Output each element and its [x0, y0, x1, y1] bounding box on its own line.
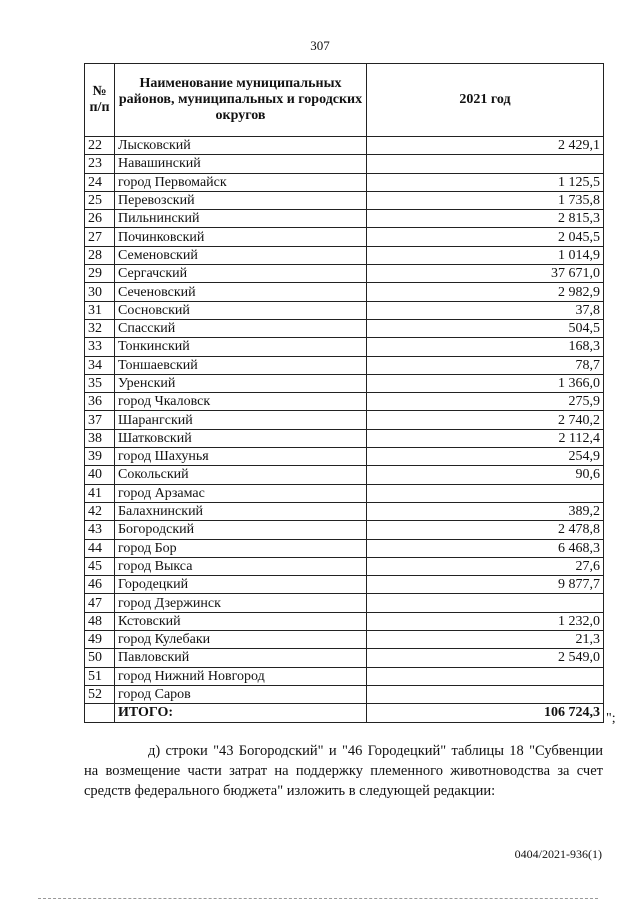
row-name: город Выкса	[115, 557, 367, 575]
row-name: город Первомайск	[115, 173, 367, 191]
row-name: Павловский	[115, 649, 367, 667]
row-name: Шарангский	[115, 411, 367, 429]
row-value	[367, 484, 604, 502]
row-number: 28	[85, 246, 115, 264]
table-row	[85, 466, 604, 484]
row-number: 23	[85, 155, 115, 173]
row-value: 78,7	[367, 356, 604, 374]
row-value	[367, 667, 604, 685]
row-number: 30	[85, 283, 115, 301]
row-number: 51	[85, 667, 115, 685]
row-name: Балахнинский	[115, 502, 367, 520]
table-row	[85, 338, 604, 356]
row-number: 29	[85, 265, 115, 283]
page-number: 307	[310, 38, 330, 53]
row-number: 31	[85, 301, 115, 319]
total-value: 106 724,3	[367, 704, 604, 722]
row-name: Сергачский	[115, 265, 367, 283]
row-value: 2 112,4	[367, 429, 604, 447]
row-name: Кстовский	[115, 612, 367, 630]
row-number: 32	[85, 319, 115, 337]
table-closing-mark: ";	[606, 711, 616, 726]
table-row	[85, 612, 604, 630]
row-name: Шатковский	[115, 429, 367, 447]
row-value: 6 468,3	[367, 539, 604, 557]
row-value: 21,3	[367, 631, 604, 649]
row-value: 2 815,3	[367, 210, 604, 228]
row-value: 1 125,5	[367, 173, 604, 191]
row-number: 47	[85, 594, 115, 612]
total-label: ИТОГО:	[115, 704, 367, 722]
table-row	[85, 210, 604, 228]
table-row	[85, 246, 604, 264]
table-row	[85, 319, 604, 337]
row-number: 34	[85, 356, 115, 374]
row-value: 2 982,9	[367, 283, 604, 301]
row-number: 35	[85, 374, 115, 392]
row-value: 254,9	[367, 448, 604, 466]
header-year: 2021 год	[367, 64, 604, 137]
table-row	[85, 411, 604, 429]
table-row	[85, 502, 604, 520]
row-value: 2 429,1	[367, 137, 604, 155]
table-row	[85, 484, 604, 502]
table-row	[85, 557, 604, 575]
table-row	[85, 191, 604, 209]
row-name: город Арзамас	[115, 484, 367, 502]
row-name: Семеновский	[115, 246, 367, 264]
row-value: 2 478,8	[367, 521, 604, 539]
row-number: 43	[85, 521, 115, 539]
row-value: 168,3	[367, 338, 604, 356]
row-number: 50	[85, 649, 115, 667]
row-value	[367, 594, 604, 612]
row-value: 37,8	[367, 301, 604, 319]
row-value	[367, 155, 604, 173]
row-value	[367, 685, 604, 703]
row-value: 27,6	[367, 557, 604, 575]
row-name: Городецкий	[115, 576, 367, 594]
row-name: Навашинский	[115, 155, 367, 173]
row-value: 1 232,0	[367, 612, 604, 630]
row-value: 1 735,8	[367, 191, 604, 209]
row-number: 24	[85, 173, 115, 191]
row-value: 2 740,2	[367, 411, 604, 429]
table-row	[85, 594, 604, 612]
document-code: 0404/2021-936(1)	[514, 847, 602, 861]
row-name: город Саров	[115, 685, 367, 703]
table-row	[85, 448, 604, 466]
row-name: Сеченовский	[115, 283, 367, 301]
row-number: 33	[85, 338, 115, 356]
table-row	[85, 631, 604, 649]
row-value: 90,6	[367, 466, 604, 484]
row-number: 26	[85, 210, 115, 228]
row-number: 41	[85, 484, 115, 502]
row-name: Лысковский	[115, 137, 367, 155]
row-name: Богородский	[115, 521, 367, 539]
table-row	[85, 374, 604, 392]
row-number: 52	[85, 685, 115, 703]
row-name: город Чкаловск	[115, 393, 367, 411]
row-name: Пильнинский	[115, 210, 367, 228]
total-number-cell	[85, 704, 115, 722]
row-number: 49	[85, 631, 115, 649]
row-value: 389,2	[367, 502, 604, 520]
row-number: 44	[85, 539, 115, 557]
row-name: Сосновский	[115, 301, 367, 319]
table-row	[85, 685, 604, 703]
row-name: город Дзержинск	[115, 594, 367, 612]
table-row	[85, 667, 604, 685]
table-row	[85, 155, 604, 173]
row-name: Тонкинский	[115, 338, 367, 356]
row-value: 504,5	[367, 319, 604, 337]
row-value: 37 671,0	[367, 265, 604, 283]
table-row	[85, 137, 604, 155]
header-name: Наименование муниципальных районов, муниципальных и городских округов	[115, 64, 367, 137]
table-row	[85, 173, 604, 191]
row-value: 9 877,7	[367, 576, 604, 594]
table-body	[85, 137, 604, 704]
table-row	[85, 283, 604, 301]
total-row	[85, 704, 604, 722]
table-row	[85, 429, 604, 447]
row-number: 22	[85, 137, 115, 155]
footer-rule	[38, 898, 598, 899]
row-name: город Кулебаки	[115, 631, 367, 649]
row-value: 275,9	[367, 393, 604, 411]
table-row	[85, 356, 604, 374]
table-row	[85, 301, 604, 319]
table-row	[85, 265, 604, 283]
table-row	[85, 539, 604, 557]
row-name: город Бор	[115, 539, 367, 557]
table-row	[85, 576, 604, 594]
row-name: город Нижний Новгород	[115, 667, 367, 685]
row-number: 42	[85, 502, 115, 520]
row-value: 2 549,0	[367, 649, 604, 667]
row-value: 1 014,9	[367, 246, 604, 264]
row-number: 38	[85, 429, 115, 447]
table-row	[85, 228, 604, 246]
header-number: № п/п	[85, 64, 115, 137]
row-number: 37	[85, 411, 115, 429]
amendment-paragraph: д) строки "43 Богородский" и "46 Городецкий" таблицы 18 "Субвенции на возмещение части затрат на поддержку племенного животноводства за счет средств федерального бюджета" изложить в следующей редакции:	[84, 743, 603, 799]
row-number: 40	[85, 466, 115, 484]
row-name: Сокольский	[115, 466, 367, 484]
row-number: 46	[85, 576, 115, 594]
subsidy-table	[84, 63, 604, 723]
row-name: Спасский	[115, 319, 367, 337]
row-value: 1 366,0	[367, 374, 604, 392]
table-header-row	[85, 64, 604, 137]
table-row	[85, 649, 604, 667]
row-number: 25	[85, 191, 115, 209]
row-number: 36	[85, 393, 115, 411]
row-name: Починковский	[115, 228, 367, 246]
row-number: 48	[85, 612, 115, 630]
row-name: город Шахунья	[115, 448, 367, 466]
row-value: 2 045,5	[367, 228, 604, 246]
row-number: 27	[85, 228, 115, 246]
row-number: 39	[85, 448, 115, 466]
table-row	[85, 393, 604, 411]
row-number: 45	[85, 557, 115, 575]
row-name: Перевозский	[115, 191, 367, 209]
row-name: Тоншаевский	[115, 356, 367, 374]
row-name: Уренский	[115, 374, 367, 392]
table-row	[85, 521, 604, 539]
